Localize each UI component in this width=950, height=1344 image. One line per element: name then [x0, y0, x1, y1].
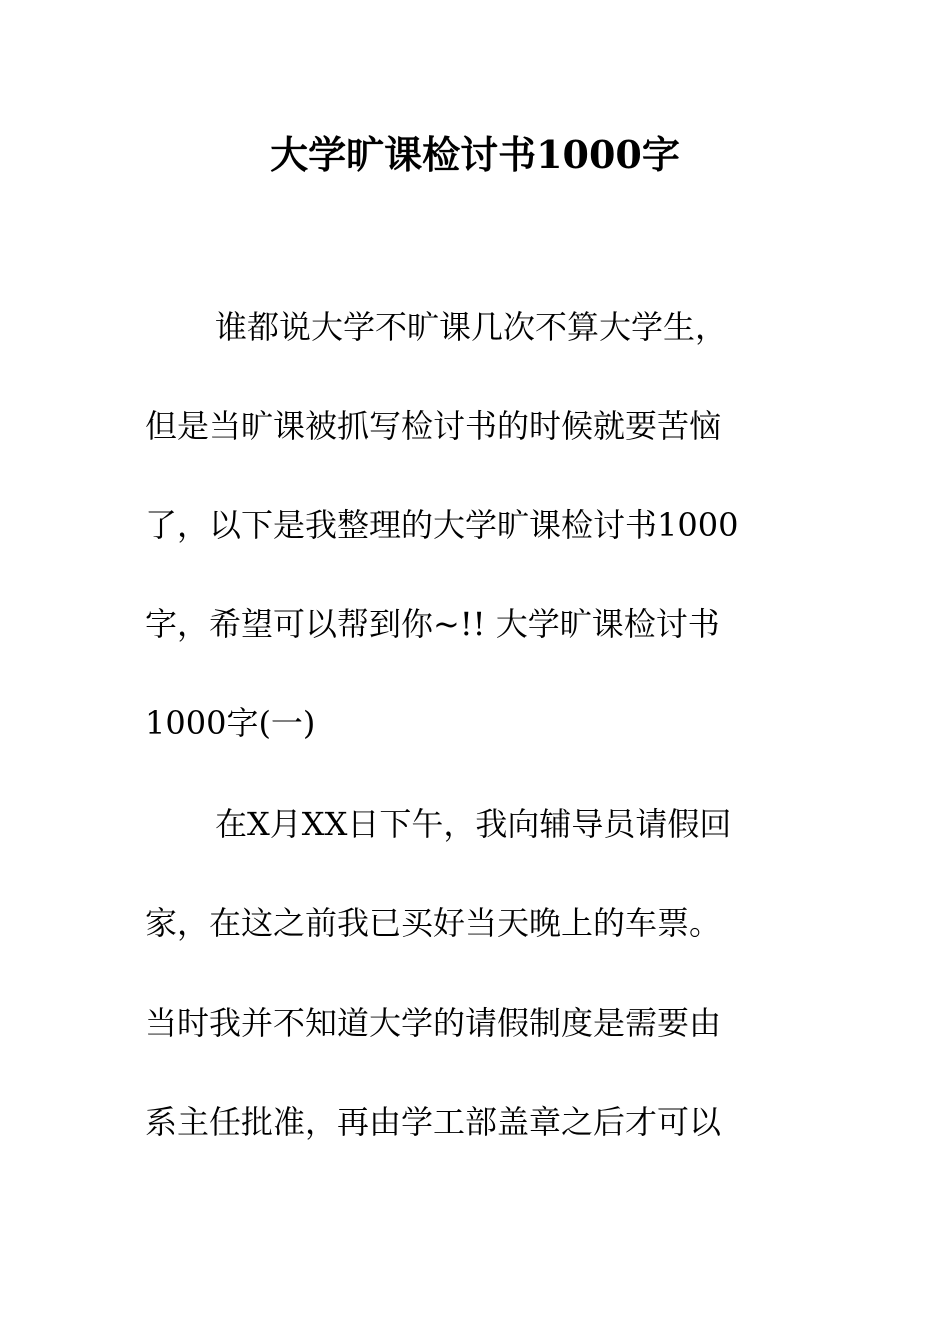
paragraph-line: 谁都说大学不旷课几次不算大学生，: [215, 308, 728, 346]
document-title: 大学旷课检讨书1000字: [270, 132, 680, 177]
paragraph-line: 系主任批准，再由学工部盖章之后才可以: [145, 1103, 722, 1141]
paragraph-line: 家，在这之前我已买好当天晚上的车票。: [145, 904, 722, 942]
paragraph-line: 当时我并不知道大学的请假制度是需要由: [145, 1004, 722, 1042]
paragraph-line: 了，以下是我整理的大学旷课检讨书1000: [145, 506, 739, 544]
paragraph-line: 在X月XX日下午，我向辅导员请假回: [215, 805, 732, 843]
paragraph-line: 但是当旷课被抓写检讨书的时候就要苦恼: [145, 407, 722, 445]
paragraph-line: 字，希望可以帮到你~!! 大学旷课检讨书: [145, 605, 720, 643]
paragraph-line: 1000字(一): [145, 704, 316, 742]
